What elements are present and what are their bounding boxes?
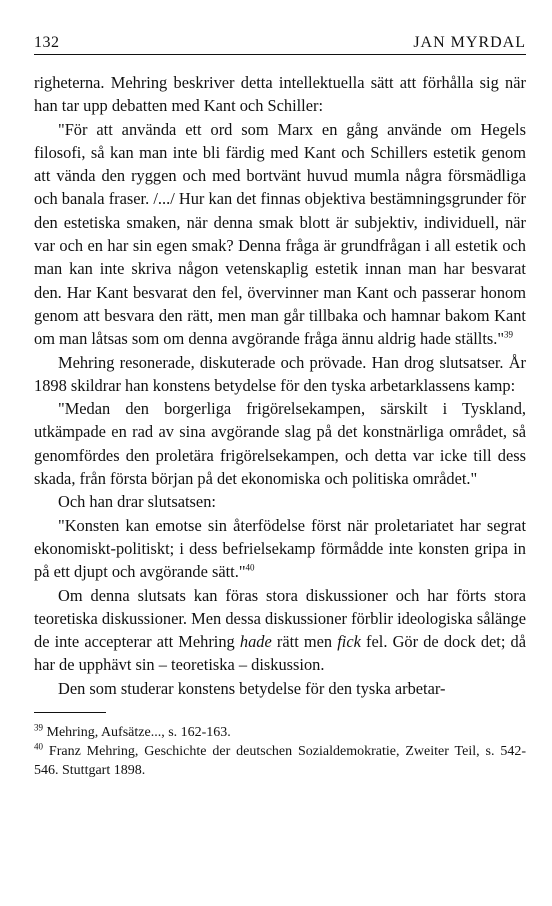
running-title: JAN MYRDAL [413,34,526,51]
running-head [34,30,526,55]
footnote-divider [34,712,106,713]
paragraph-conclusion-intro: Och han drar slutsatsen: [58,492,216,512]
body-text [34,71,526,700]
paragraph-mehring-conclusions: Mehring resonerade, diskuterade och prövade. Han drog slutsatser. År 1898 skildrar han konstens betydelse för den tyska arbetarklassens kamp: [34,352,526,395]
paragraph-last-line: Den som studerar konstens betydelse för den tyska arbetar- [58,678,446,698]
footnote-40: $^{40}$ Franz Mehring, Geschichte der deutschen Sozialdemokratie, Zweiter Teil, s. 542-546. Stuttgart 1898. [34,741,527,779]
footnotes [34,723,526,780]
book-page [34,30,526,780]
block-quote-emancipation: "Medan den borgerliga frigörelsekampen, särskilt i Tyskland, utkämpade en rad av sina avgörande slag på det konstnärliga området, så genomfördes den proletära frigörelsekampen, och detta var icke till dess skada, från första början på det ekonomiska och politiska området." [34,399,526,489]
footnote-39: $^{39}$ Mehring, Aufsätze..., s. 162-163. [34,722,231,741]
paragraph-continuation: righeterna. Mehring beskriver detta intellektuella sätt att förhålla sig när han tar upp debatten med Kant och Schiller: [34,73,526,116]
footnote-ref-39: 39 [504,329,514,340]
emphasis-hade: hade [239,632,272,652]
page-number: 132 [34,34,60,51]
block-quote-art-rebirth: "Konsten kan emotse sin återfödelse först när proletariatet har segrat ekonomiskt-politiskt; i dess befrielsekamp förmådde inte konsten gripa in på ett djupt och avgörande sätt."$^{40}$ [34,515,526,582]
block-quote-kant: "För att använda ett ord som Marx en gång använde om Hegels filosofi, så kan man inte bli färdig med Kant och Schillers estetik genom att vända den ryggen och med bortvänt huvud mumla några försmädliga och banala fraser. /.../ Hur kan det finnas objektiva bestämningsgrunder för den estetiska smaken, när denna smak blott är subjektiv, individuell, när var och en har sin egen smak? Denna fråga är grundfrågan i all estetik och man kan inte skriva någon vetenskaplig estetik innan man har besvarat den. Har Kant besvarat den fel, övervinner man Kant och passerar honom genom att besvara den rätt, men man går tillbaka och hamnar bakom Kant om man låtsas som om denna avgörande fråga ännu aldrig hade ställts."$^{39}$ [34,119,526,349]
footnote-ref-40: 40 [245,562,255,573]
paragraph-discussions: Om denna slutsats kan föras stora diskussioner och har förts stora teoretiska diskussioner. Men dessa diskussioner förblir ideologiska sålänge de inte accepterar att Mehring hade rätt men fick fel. Gör de dock det; då har de upphävt sin – teoretiska – diskussion. [34,585,527,675]
emphasis-fick: fick [337,632,361,652]
